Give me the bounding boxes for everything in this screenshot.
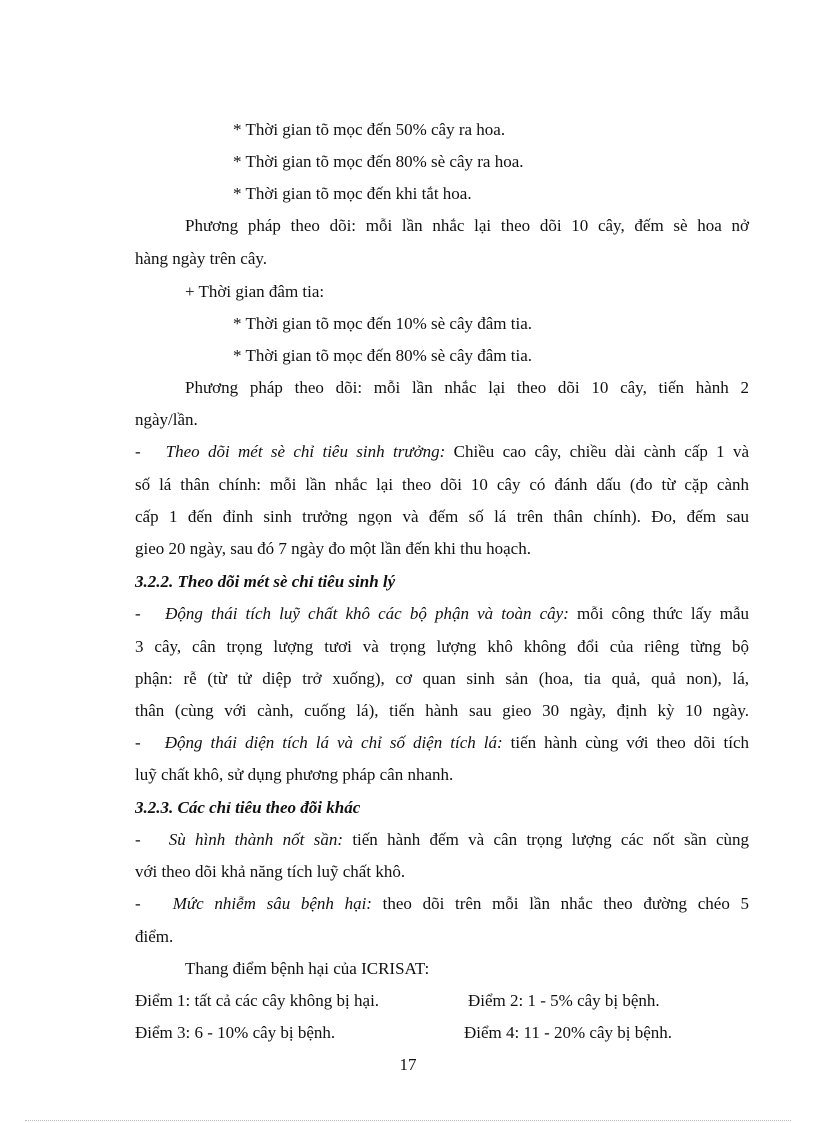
text-line: hàng ngày trên cây. <box>135 249 268 268</box>
text-line: với theo dõi khả năng tích luỹ chất khô. <box>135 862 406 881</box>
page-number: 17 <box>399 1055 417 1074</box>
text-line: cấp 1 đến đỉnh sinh trưởng ngọn và đếm số lá trên thân chính). Đo, đếm sau <box>135 507 749 526</box>
item-title: Theo dõi mét sè chỉ tiêu sinh trưởng: <box>165 442 446 461</box>
text-line: ngày/lần. <box>135 410 198 429</box>
text-line <box>135 829 749 851</box>
item-title: Sù hình thành nốt sần: <box>168 830 343 849</box>
text-line: Phương pháp theo dõi: mỗi lần nhắc lại theo dõi 10 cây, tiến hành 2 <box>185 378 749 397</box>
footer-divider <box>25 1120 791 1121</box>
text-line <box>135 893 749 915</box>
bullet-dash: - <box>135 830 141 849</box>
item-text: Chiều cao cây, chiều dài cành cấp 1 và <box>445 442 750 461</box>
text-line <box>135 732 749 754</box>
text-line: * Thời gian tõ mọc đến 10% sè cây đâm tia. <box>233 314 533 333</box>
text-line: * Thời gian tõ mọc đến 80% sè cây ra hoa. <box>233 152 524 171</box>
score-item: Điểm 1: tất cả các cây không bị hại. <box>135 991 380 1010</box>
bullet-dash: - <box>135 604 141 623</box>
item-text: theo dõi trên mỗi lần nhắc theo đường chéo 5 <box>371 894 749 913</box>
score-item: Điểm 4: 11 - 20% cây bị bệnh. <box>464 1023 673 1042</box>
text-line: số lá thân chính: mỗi lần nhắc lại theo dõi 10 cây có đánh dấu (đo từ cặp cành <box>135 475 749 494</box>
text-line: luỹ chất khô, sử dụng phương pháp cân nhanh. <box>135 765 454 784</box>
item-text: tiến hành đếm và cân trọng lượng các nốt sần cùng <box>342 830 749 849</box>
section-heading: 3.2.2. Theo dõi mét sè chỉ tiêu sinh lý <box>135 572 396 591</box>
text-line: gieo 20 ngày, sau đó 7 ngày đo một lần đến khi thu hoạch. <box>135 539 531 558</box>
text-line <box>135 603 749 625</box>
text-line <box>135 441 749 463</box>
score-item: Điểm 2: 1 - 5% cây bị bệnh. <box>468 991 660 1010</box>
text-line: Phương pháp theo dõi: mỗi lần nhắc lại theo dõi 10 cây, đếm sè hoa nở <box>185 216 749 235</box>
bullet-dash: - <box>135 442 141 461</box>
score-item: Điểm 3: 6 - 10% cây bị bệnh. <box>135 1023 336 1042</box>
text-line: thân (cùng với cành, cuống lá), tiến hành sau gieo 30 ngày, định kỳ 10 ngày. <box>135 701 749 720</box>
text-line: 3 cây, cân trọng lượng tươi và trọng lượng khô không đổi của riêng từng bộ <box>135 637 749 656</box>
text-line: * Thời gian tõ mọc đến 50% cây ra hoa. <box>233 120 506 139</box>
item-title: Động thái diện tích lá và chỉ số diện tích lá: <box>164 733 503 752</box>
text-line: + Thời gian đâm tia: <box>185 282 325 301</box>
item-text: mỗi công thức lấy mẫu <box>568 604 749 623</box>
bullet-dash: - <box>135 733 141 752</box>
bullet-dash: - <box>135 894 141 913</box>
item-text: tiến hành cùng với theo dõi tích <box>502 733 750 752</box>
text-line: điểm. <box>135 927 174 946</box>
text-line: phận: rễ (từ tử diệp trở xuống), cơ quan sinh sản (hoa, tia quả, quả non), lá, <box>135 669 749 688</box>
text-line: * Thời gian tõ mọc đến khi tắt hoa. <box>233 184 472 203</box>
section-heading: 3.2.3. Các chỉ tiêu theo đõi khác <box>135 798 361 817</box>
item-title: Động thái tích luỹ chất khô các bộ phận và toàn cây: <box>165 604 569 623</box>
text-line: Thang điểm bệnh hại của ICRISAT: <box>185 959 430 978</box>
item-title: Mức nhiễm sâu bệnh hại: <box>172 894 372 913</box>
text-line: * Thời gian tõ mọc đến 80% sè cây đâm tia. <box>233 346 533 365</box>
